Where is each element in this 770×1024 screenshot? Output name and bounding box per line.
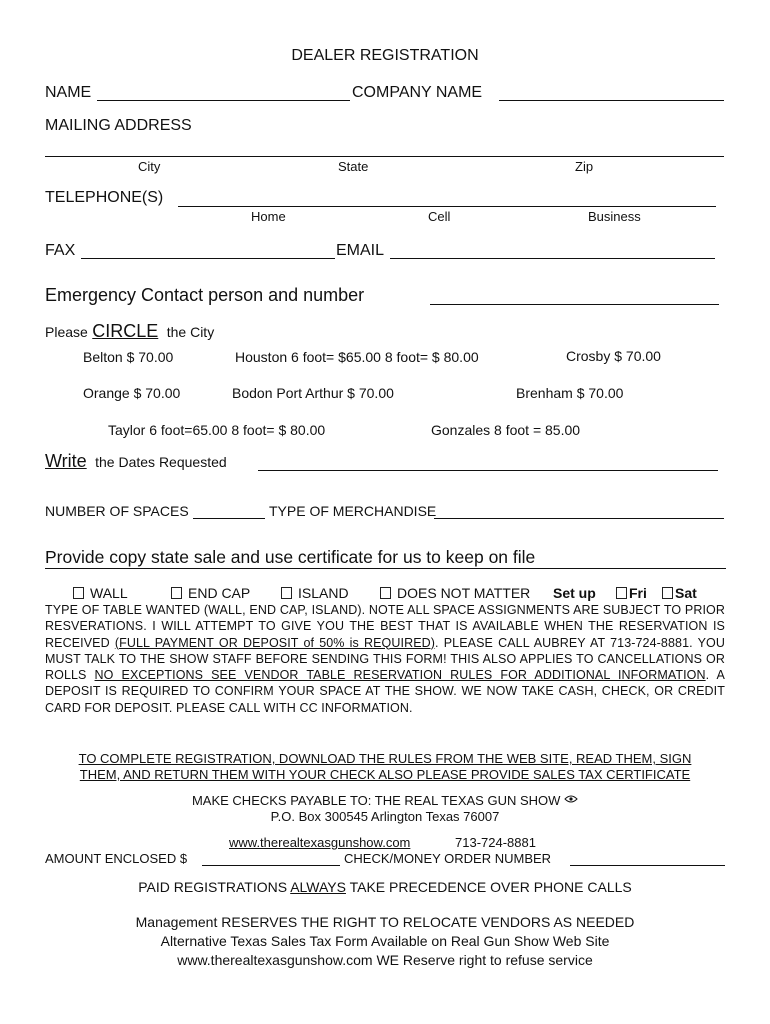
email-field[interactable]: [390, 258, 715, 259]
check-number-field[interactable]: [570, 865, 725, 866]
check-number-label: CHECK/MONEY ORDER NUMBER: [344, 851, 552, 866]
website-link[interactable]: www.therealtexasgunshow.com: [229, 835, 411, 850]
circle-text: CIRCLE: [92, 321, 159, 341]
circle-prompt: [45, 321, 214, 342]
table-option-end-cap[interactable]: END CAP: [171, 585, 250, 601]
fax-label: FAX: [45, 242, 76, 259]
merchandise-label: TYPE OF MERCHANDISE: [269, 503, 437, 519]
city-option-belton[interactable]: Belton $ 70.00: [83, 349, 174, 365]
eye-icon: [564, 794, 578, 804]
name-label: NAME: [45, 84, 92, 101]
telephone-field[interactable]: [178, 206, 716, 207]
amount-field[interactable]: [202, 865, 340, 866]
cell-caption: Cell: [428, 209, 451, 224]
state-caption: State: [338, 159, 369, 174]
merchandise-field[interactable]: [434, 518, 724, 519]
phone-number: 713-724-8881: [455, 835, 536, 850]
name-field[interactable]: [97, 100, 350, 101]
spaces-label: NUMBER OF SPACES: [45, 503, 189, 519]
payable-line: MAKE CHECKS PAYABLE TO: THE REAL TEXAS GUN SHOW: [0, 793, 770, 808]
emergency-label: Emergency Contact person and number: [45, 285, 365, 305]
zip-caption: Zip: [575, 159, 594, 174]
telephone-label: TELEPHONE(S): [45, 189, 164, 206]
page-title: DEALER REGISTRATION: [291, 47, 479, 64]
table-option-no-matter[interactable]: DOES NOT MATTER: [380, 585, 530, 601]
city-option-taylor[interactable]: Taylor 6 foot=65.00 8 foot= $ 80.00: [108, 422, 326, 438]
footer-line1: Management RESERVES THE RIGHT TO RELOCATE VENDORS AS NEEDED: [135, 914, 635, 930]
footer-line3: www.therealtexasgunshow.com WE Reserve right to refuse service: [177, 952, 593, 968]
table-option-wall[interactable]: WALL: [73, 585, 128, 601]
checkbox-icon: [281, 587, 292, 599]
setup-label: Set up: [553, 585, 596, 601]
checkbox-icon: [171, 587, 182, 599]
checkbox-icon: [616, 587, 627, 599]
company-label: COMPANY NAME: [352, 84, 483, 101]
email-label: EMAIL: [336, 242, 385, 259]
home-caption: Home: [251, 209, 286, 224]
spaces-field[interactable]: [193, 518, 265, 519]
company-field[interactable]: [499, 100, 724, 101]
city-option-orange[interactable]: Orange $ 70.00: [83, 385, 181, 401]
city-option-bodon[interactable]: Bodon Port Arthur $ 70.00: [232, 385, 394, 401]
table-option-island[interactable]: ISLAND: [281, 585, 349, 601]
the-city-text: the City: [166, 324, 215, 340]
fax-field[interactable]: [81, 258, 335, 259]
dates-text: the Dates Requested: [95, 454, 227, 470]
please-text: Please: [45, 324, 88, 340]
tax-certificate-note: Provide copy state sale and use certificate for us to keep on file: [45, 547, 536, 567]
city-option-houston[interactable]: Houston 6 foot= $65.00 8 foot= $ 80.00: [235, 349, 479, 365]
city-option-brenham[interactable]: Brenham $ 70.00: [516, 385, 624, 401]
dates-field[interactable]: [258, 470, 718, 471]
write-prompt: [45, 451, 227, 472]
divider: [45, 568, 726, 569]
setup-option-fri[interactable]: Fri: [616, 585, 647, 601]
emergency-field[interactable]: [430, 304, 719, 305]
paid-registrations-note: PAID REGISTRATIONS ALWAYS TAKE PRECEDENCE OVER PHONE CALLS: [138, 879, 632, 895]
business-caption: Business: [588, 209, 641, 224]
city-caption: City: [138, 159, 161, 174]
checkbox-icon: [662, 587, 673, 599]
mailing-field[interactable]: [45, 156, 724, 157]
city-option-crosby[interactable]: Crosby $ 70.00: [566, 348, 661, 364]
checkbox-icon: [73, 587, 84, 599]
write-text: Write: [45, 451, 87, 471]
footer-line2: Alternative Texas Sales Tax Form Available on Real Gun Show Web Site: [160, 933, 610, 949]
city-option-gonzales[interactable]: Gonzales 8 foot = 85.00: [431, 422, 581, 438]
terms-paragraph: TYPE OF TABLE WANTED (WALL, END CAP, ISLAND). NOTE ALL SPACE ASSIGNMENTS ARE SUBJECT TO PRIOR RESVERATIONS. I WILL ATTEMPT TO GIVE YOU THE BEST THAT IS AVAILABLE WHEN THE RESERVATION IS RECEIVED (FULL PAYMENT OR DEPOSIT of 50% is REQUIRED). PLEASE CALL AUBREY AT 713-724-8881. YOU MUST TALK TO THE SHOW STAFF BEFORE SENDING THIS FORM! THIS ALSO APPLIES TO CANCELLATIONS OR ROLLS NO EXCEPTIONS SEE VENDOR TABLE RESERVATION RULES FOR ADDITIONAL INFORMATION. A DEPOSIT IS REQUIRED TO CONFIRM YOUR SPACE AT THE SHOW. WE NOW TAKE CASH, CHECK, OR CREDIT CARD FOR DEPOSIT. PLEASE CALL WITH CC INFORMATION.: [45, 603, 725, 715]
complete-registration-line2: THEM, AND RETURN THEM WITH YOUR CHECK ALSO PLEASE PROVIDE SALES TAX CERTIFICATE: [79, 767, 691, 782]
mailing-label: MAILING ADDRESS: [45, 117, 192, 134]
checkbox-icon: [380, 587, 391, 599]
mailing-address: P.O. Box 300545 Arlington Texas 76007: [270, 809, 500, 824]
setup-option-sat[interactable]: Sat: [662, 585, 697, 601]
amount-label: AMOUNT ENCLOSED $: [45, 851, 188, 866]
complete-registration-line1: TO COMPLETE REGISTRATION, DOWNLOAD THE RULES FROM THE WEB SITE, READ THEM, SIGN: [78, 751, 692, 766]
